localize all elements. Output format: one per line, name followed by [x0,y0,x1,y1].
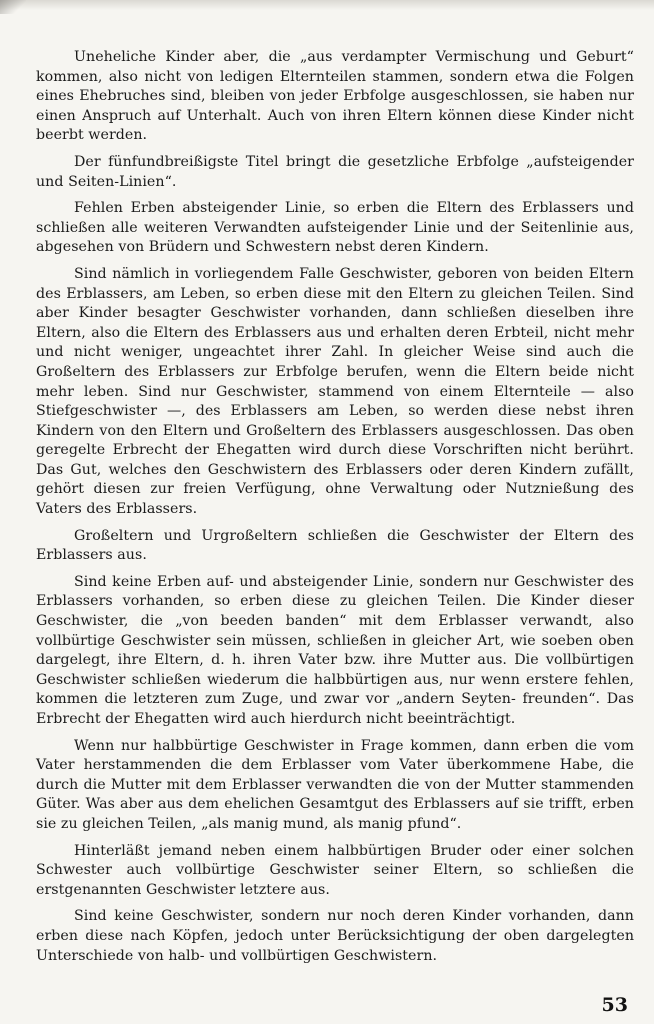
page-top-edge [0,0,654,10]
page-number: 53 [601,994,628,1016]
page-corner-mark [0,0,26,14]
paragraph-siblings-children: Sind keine Geschwister, sondern nur noch deren Kinder vorhanden, dann erben diese nach Köpfen, jedoch unter Berücksichtigung der oben dargelegten Unterschiede von halb- und vollbürtigen Geschwistern. [36,908,634,964]
paragraph-only-siblings: Sind keine Erben auf- und absteigender Linie, sondern nur Geschwister des Erblassers vorhanden, so erben diese zu gleichen Teilen. Die Kinder dieser Geschwister, die „von beeden banden“ mit dem Erblasser verwandt, also vollbürtige Geschwister sein müssen, schließen in gleicher Art, wie soeben oben dargelegt, ihre Eltern, d. h. ihren Vater bzw. ihre Mutter aus. Die vollbürtigen Geschwister schließen wiederum die halbbürtigen aus, nur wenn erstere fehlen, kommen die letzteren zum Zuge, und zwar vor „andern Seyten- freunden“. Das Erbrecht der Ehegatten wird auch hierdurch nicht beeinträchtigt. [36,573,634,727]
paragraph-illegitimate-children: Uneheliche Kinder aber, die „aus verdampter Vermischung und Geburt“ kommen, also nicht von ledigen Elternteilen stammen, sondern etwa die Folgen eines Ehebruches sind, bleiben von jeder Erbfolge ausgeschlossen, sie haben nur einen Anspruch auf Unterhalt. Auch von ihren Eltern können diese Kinder nicht beerbt werden. [36,49,634,144]
paragraph-half-brother: Hinterläßt jemand neben einem halbbürtigen Bruder oder einer solchen Schwester auch vollbürtige Geschwister seiner Eltern, so schließen die erstgenannten Geschwister letztere aus. [36,842,634,898]
paragraph-half-siblings: Wenn nur halbbürtige Geschwister in Frage kommen, dann erben die vom Vater herstammenden die dem Erblasser vom Vater überkommene Habe, die durch die Mutter mit dem Erblasser verwandten die von der Mutter stammenden Güter. Was aber aus dem ehelichen Gesamtgut des Erblassers auf sie trifft, erben sie zu gleichen Teilen, „als manig mund, als manig pfund“. [36,737,634,832]
paragraph-grandparents: Großeltern und Urgroßeltern schließen die Geschwister der Eltern des Erblassers aus. [36,527,634,564]
paragraph-siblings-alive: Sind nämlich in vorliegendem Falle Geschwister, geboren von beiden Eltern des Erblassers, am Leben, so erben diese mit den Eltern zu gleichen Teilen. Sind aber Kinder besagter Geschwister vorhanden, dann schließen dieselben ihre Eltern, also die Eltern des Erblassers aus und erhalten deren Erbteil, nicht mehr und nicht weniger, ungeachtet ihrer Zahl. In gleicher Weise sind auch die Großeltern des Erblassers zur Erbfolge berufen, wenn die Eltern beide nicht mehr leben. Sind nur Geschwister, stammend von einem Elternteile — also Stiefgeschwister —, des Erblassers am Leben, so werden diese nebst ihren Kindern von den Eltern und Großeltern des Erblassers ausgeschlossen. Das oben geregelte Erbrecht der Ehegatten wird durch diese Vorschriften nicht berührt. Das Gut, welches den Geschwistern des Erblassers oder deren Kindern zufällt, gehört diesen zur freien Verfügung, ohne Verwaltung oder Nutznießung des Vaters des Erblassers. [36,265,634,518]
paragraph-title-35: Der fünfundbreißigste Titel bringt die gesetzliche Erbfolge „aufsteigender und Seiten-Linien“. [36,153,634,190]
paragraph-no-descendants: Fehlen Erben absteigender Linie, so erben die Eltern des Erblassers und schließen alle weiteren Verwandten aufsteigender Linie und der Seitenlinie aus, abgesehen von Brüdern und Schwestern nebst deren Kindern. [36,200,634,256]
